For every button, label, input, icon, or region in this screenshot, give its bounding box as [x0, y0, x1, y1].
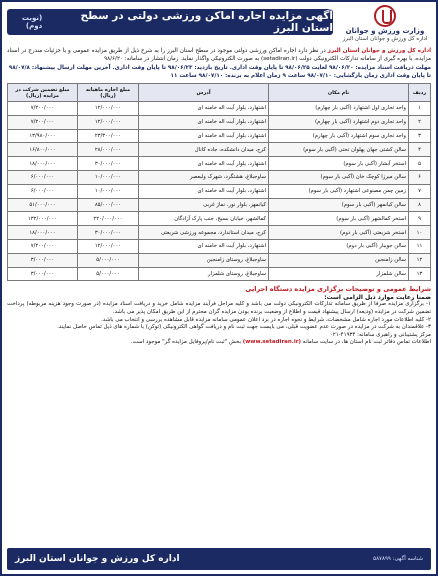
cell-price: ۱۲/۰۰۰/۰۰۰	[78, 102, 139, 116]
cell-row-number: ۸	[409, 198, 431, 212]
cell-name: سالن میرزا کوچک خان (آکبی بار سوم)	[269, 170, 409, 184]
table-row	[8, 143, 431, 157]
footer-bar	[7, 548, 431, 570]
cell-price: ۲۸/۰۰۰/۰۰۰	[78, 143, 139, 157]
cell-deposit: ۷/۲۰۰/۰۰۰	[8, 115, 78, 129]
table-row	[8, 184, 431, 198]
ad-id: شناسه آگهی: ۵۸۷۸۹۹	[373, 556, 423, 562]
cell-price: ۸۵/۰۰۰/۰۰۰	[78, 198, 139, 212]
cell-row-number: ۱	[409, 102, 431, 116]
cell-deposit: ۵۱/۰۰۰/۰۰۰	[8, 198, 78, 212]
cell-address: ساوجبلاغ، هشتگرد، شهرک ولیعصر	[139, 170, 269, 184]
footer-org: اداره کل ورزش و جوانان استان البرز	[15, 554, 180, 564]
condition-item: ۲- کلیه اطلاعات مورد اجاره شامل مشخصات، شرایط و نحوه اجاره در برد اعلان عمومی سامانه مزایده قابل مشاهده بررسی و انتخاب می باشد.	[101, 316, 431, 323]
cell-name: سالن شلمزار	[269, 267, 409, 281]
conditions-subtitle: ضمنا رعایت موارد ذیل الزامی است:	[324, 294, 431, 302]
page-title: آگهی مزایده اجاره اماکن ورزشی دولتی در سطح استان البرز	[80, 10, 333, 34]
dates-paragraph: مهلت دریافت اسناد مزایده: ۹۸/۰۶/۲۰ لغایت ۹۸/۰۶/۲۵ تا پایان وقت اداری. تاریخ بازدید: ۹۸/۰۶/۲۳ تا پایان وقت اداری. آخرین مهلت ارسال پیشنهاد: ۹۸/۰۷/۸ تا پایان وقت اداری زمان بازگشایی: ۹۸/۰۷/۱۰ ساعت ۹ زمان اعلام به برنده: ۹۸/۰۷/۱۰ ساعت ۱۱	[8, 65, 431, 79]
ministry-name: وزارت ورزش و جوانان	[345, 27, 425, 35]
cell-row-number: ۱۰	[409, 226, 431, 240]
cell-price: ۱۲/۰۰۰/۰۰۰	[78, 239, 139, 253]
cell-address: کرج، میدان استاندارد، مجموعه ورزشی شریعتی	[139, 226, 269, 240]
intro-text: در نظر دارد اجاره اماکن ورزشی دولتی موجود در سطح استان البرز را به شرح ذیل از طریق مزایده عمومی و با جزئیات مندرج در اسناد مزایده، با بهره گیری از سامانه تدارکات الکترونیکی دولت (setadiran.ir) به صورت الکترونیکی واگذار نماید. زمان انتشار در سامانه: ۹۸/۶/۲۰	[7, 48, 431, 62]
cell-row-number: ۳	[409, 129, 431, 143]
table-row	[8, 129, 431, 143]
conditions-list	[7, 301, 431, 339]
cell-address: اشتهارد، بلوار آیت اله خامنه ای	[139, 239, 269, 253]
ministry-logo-block	[339, 5, 431, 43]
table-row	[8, 102, 431, 116]
conditions-title: شرایط عمومی و توضیحات برگزاری مزایده دستگاه اجرایی	[245, 285, 431, 294]
header-address: آدرس	[139, 84, 269, 102]
table-header-row	[8, 84, 431, 102]
condition-item: ۳- علاقمندان به شرکت در مزایده در صورت عدم عضویت قبلی، می بایست جهت ثبت نام و دریافت گواهی الکترونیکی (توکن) با شماره های ذیل تماس حاصل نمایند.	[57, 324, 431, 331]
cell-address: کیانمهر، بلوار نور، نماز غربی	[139, 198, 269, 212]
conditions-footnote	[7, 339, 431, 347]
cell-name: سالن کشتی جهان پهلوان تختی (آکبی بار سوم)	[269, 143, 409, 157]
header-deposit: مبلغ تضمین شرکت در مزایده (ریال)	[8, 84, 78, 102]
cell-price: ۲۲۰/۰۰۰/۰۰۰	[78, 212, 139, 226]
cell-price: ۳۰/۰۰۰/۰۰۰	[78, 226, 139, 240]
cell-deposit: ۱۳۲/۰۰۰/۰۰۰	[8, 212, 78, 226]
cell-row-number: ۶	[409, 170, 431, 184]
intro-paragraph	[7, 47, 431, 63]
cell-deposit: ۶/۰۰۰/۰۰۰	[8, 184, 78, 198]
cell-row-number: ۱۲	[409, 253, 431, 267]
cell-price: ۱۲/۰۰۰/۰۰۰	[78, 115, 139, 129]
cell-deposit: ۱۶/۸۰۰/۰۰۰	[8, 143, 78, 157]
cell-name: سالن کیانمهر (آکبی بار سوم)	[269, 198, 409, 212]
cell-address: اشتهارد، بلوار آیت اله خامنه ای	[139, 129, 269, 143]
condition-item: مرکز پشتیبانی و راهبری سامانه: ۴۱۹۳۴-۰۲۱	[329, 331, 431, 338]
header	[7, 5, 431, 45]
condition-item: ۱- برگزاری مزایده صرفا از طریق سامانه تدارکات الکترونیکی دولت می باشد و کلیه مراحل فرآیند مزایده شامل خرید و دریافت اسناد مزایده (در صورت وجود هزینه مربوطه) پرداخت تضمین شرکت در مزایده (ودیعه) ارسال پیشنهاد قیمت و اطلاع از وضعیت برنده بودن مزایده گران محترم از این طریق امکان پذیر می باشد.	[7, 301, 431, 315]
cell-name: سالن زامنجین	[269, 253, 409, 267]
cell-deposit: ۱۳/۹۸۰/۰۰۰	[8, 129, 78, 143]
cell-deposit: ۱۸/۰۰۰/۰۰۰	[8, 226, 78, 240]
table-body	[8, 102, 431, 281]
table-row	[8, 157, 431, 171]
cell-name: سالن جویبار (آکبی بار دوم)	[269, 239, 409, 253]
footnote-pre: اطلاعات تماس دفاتر ثبت نام استان ها، در سایت سامانه	[302, 339, 431, 346]
cell-price: ۱۰/۰۰۰/۰۰۰	[78, 184, 139, 198]
table-row	[8, 226, 431, 240]
cell-name: استخر آبشار (آکبی بار سوم)	[269, 157, 409, 171]
footnote-link[interactable]: (www.setadiran.ir)	[242, 339, 301, 346]
header-name: نام مکان	[269, 84, 409, 102]
cell-name: استخر شریعتی (آکبی بار دوم)	[269, 226, 409, 240]
cell-row-number: ۱۱	[409, 239, 431, 253]
cell-price: ۵/۰۰۰/۰۰۰	[78, 267, 139, 281]
cell-address: اشتهارد، بلوار آیت اله خامنه ای	[139, 157, 269, 171]
province-name: اداره کل ورزش و جوانان استان البرز	[342, 36, 428, 42]
cell-address: ساوجبلاغ، روستای زامنجین	[139, 253, 269, 267]
cell-deposit: ۷/۲۰۰/۰۰۰	[8, 239, 78, 253]
cell-row-number: ۱۳	[409, 267, 431, 281]
table-row	[8, 212, 431, 226]
table-row	[8, 115, 431, 129]
cell-row-number: ۴	[409, 143, 431, 157]
cell-address: کرج، میدان دانشکده، جاده کانال	[139, 143, 269, 157]
cell-row-number: ۵	[409, 157, 431, 171]
cell-price: ۵/۰۰۰/۰۰۰	[78, 253, 139, 267]
cell-name: واحد تجاری دوم اشتهارد (آکبی بار چهارم)	[269, 115, 409, 129]
cell-address: اشتهارد، بلوار آیت اله خامنه ای	[139, 102, 269, 116]
cell-row-number: ۹	[409, 212, 431, 226]
cell-deposit: ۱۸/۰۰۰/۰۰۰	[8, 157, 78, 171]
cell-deposit: ۳/۰۰۰/۰۰۰	[8, 267, 78, 281]
table-row	[8, 253, 431, 267]
cell-name: واحد تجاری سوم اشتهارد (آکبی بار چهارم)	[269, 129, 409, 143]
cell-row-number: ۷	[409, 184, 431, 198]
cell-deposit: ۷/۲۰۰/۰۰۰	[8, 102, 78, 116]
table-row	[8, 198, 431, 212]
table-row	[8, 170, 431, 184]
cell-price: ۳۰/۰۰۰/۰۰۰	[78, 157, 139, 171]
cell-row-number: ۲	[409, 115, 431, 129]
cell-address: اشتهارد، بلوار آیت اله خامنه ای	[139, 184, 269, 198]
intro-org: اداره کل ورزش و جوانان استان البرز	[327, 48, 432, 54]
cell-address: کمالشهر، خیابان بسیج، جنب پارک آزادگان	[139, 212, 269, 226]
cell-deposit: ۳/۰۰۰/۰۰۰	[8, 253, 78, 267]
cell-name: زمین چمن مصنوعی اشتهارد (آکبی بار سوم)	[269, 184, 409, 198]
header-price: مبلغ اجاره ماهیانه (ریال)	[78, 84, 139, 102]
cell-address: ساوجبلاغ، روستای شلمزار	[139, 267, 269, 281]
cell-price: ۱۰/۰۰۰/۰۰۰	[78, 170, 139, 184]
cell-name: واحد تجاری اول اشتهارد (آکبی بار چهارم)	[269, 102, 409, 116]
footnote-post: بخش "ثبت نام/پروفایل مزایده گر" موجود است.	[130, 339, 242, 346]
cell-deposit: ۶/۰۰۰/۰۰۰	[8, 170, 78, 184]
cell-address: اشتهارد، بلوار آیت اله خامنه ای	[139, 115, 269, 129]
header-row-number: ردیف	[409, 84, 431, 102]
table-row	[8, 239, 431, 253]
cell-price: ۲۳/۳۰۰/۰۰۰	[78, 129, 139, 143]
turn-label: (نوبت دوم)	[21, 14, 43, 30]
title-banner	[7, 9, 333, 35]
table-row	[8, 267, 431, 281]
cell-name: استخر کمالشهر (آکبی بار سوم)	[269, 212, 409, 226]
emblem-icon	[374, 5, 396, 27]
venues-table	[7, 83, 431, 281]
